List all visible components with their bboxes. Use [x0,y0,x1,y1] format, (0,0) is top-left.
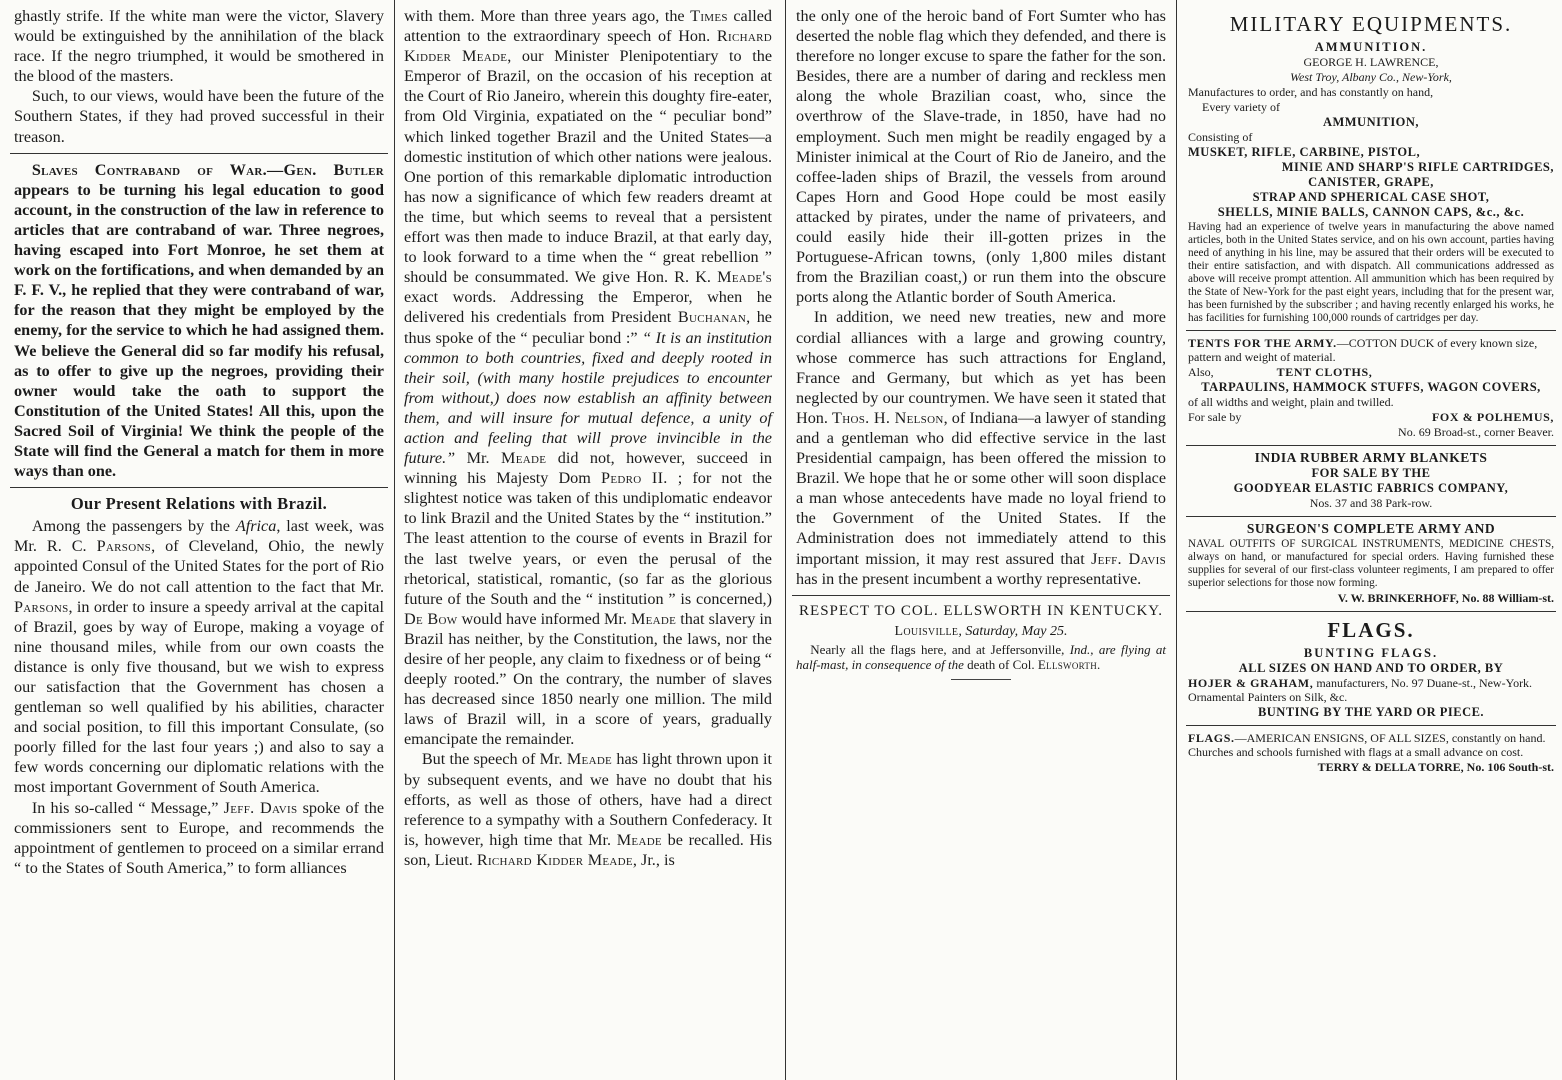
ad-heading: INDIA RUBBER ARMY BLANKETS [1254,450,1488,465]
advertiser-address: Nos. 37 and 38 Park-row. [1309,496,1433,510]
ad-military-equipments [1186,6,1556,331]
text: with them. More than three years ago, the [404,7,691,25]
text: , in order to insure a speedy arrival at the capital of Brazil, goes by way of Europe, making a voyage of nine thousand miles, while from our own coasts the distance is only five thousand, but we wish to express our satisfaction that the Government has chosen a gentleman so well qualified by his abilities, character and social position, to fill this important Consulate, (so poorly filled for the last four years ;) and also to say a few words concerning our diplomatic relations with the most important Government of South America. [14,597,384,797]
ad-line: FOR SALE BY THE [1311,466,1431,480]
ad-line: BUNTING BY THE YARD OR PIECE. [1257,705,1485,719]
person-name: Thos. H. Nelson [832,408,944,427]
paragraph [796,642,1166,673]
paragraph: ghastly strife. If the white man were the victor, Slavery would be extinguished by the annihilation of the black race. If the negro triumphed, it would be smothered in the blood of the masters. [14,7,384,86]
ad-line: Consisting of [1188,130,1253,144]
article-heading: Our Present Relations with Brazil. [70,494,328,514]
person-name: De Bow [404,609,458,628]
person-name: Ellsworth [1037,657,1098,673]
text: For sale by [1188,410,1242,424]
column-rule [394,0,395,1080]
ad-line [1188,365,1554,379]
newspaper-name: Times [690,7,728,25]
person-name: Parsons [14,597,69,616]
ad-flags [1186,612,1556,726]
person-name: Buchanan [677,308,747,327]
person-name: Pedro II. [601,469,668,488]
ad-subtitle: AMMUNITION. [1314,40,1428,54]
ad-line [1188,410,1554,424]
ad-heading: SURGEON'S COMPLETE ARMY AND [1246,521,1496,536]
end-rule [951,679,1011,680]
text: In his so-called “ Message,” [31,798,224,817]
ad-line: ALL SIZES ON HAND AND TO ORDER, BY [1238,661,1504,675]
ad-subtitle: BUNTING FLAGS. [1303,646,1439,660]
text: spoke of the commissioners sent to Europe, and recommends the appointment of gentlemen to proceed on a similar errand “ to the States of South America,” to form alliances [14,798,385,877]
paragraph [14,798,384,878]
ad-body [1188,676,1554,704]
column-3 [790,0,1172,1080]
text: has light thrown upon it by subsequent events, and we have no doubt that his efforts, as well as those of others, have had a direct reference to a sympathy with a Southern Confederacy. It is, however, high time that Mr. [404,750,772,849]
person-name: Meade [566,750,613,769]
contraband-article [14,160,384,482]
advertiser-name: GOODYEAR ELASTIC FABRICS COMPANY, [1233,481,1509,495]
advertiser-name: FOX & POLHEMUS, [1432,410,1554,424]
text: did not, however, succeed in winning his Majesty Dom [404,449,772,488]
ad-body [1188,336,1554,364]
text: that slavery in Brazil has neither, by the Constitution, the laws, nor the desire of her people, any claim to fixedness or of being “ deeply rooted.” On the contrary, the number of slaves has decreased since 1850 nearly one million. The mild laws of Brazil will, in a score of years, gradually emancipate the remainder. [404,609,772,749]
ad-heading: TENTS FOR THE ARMY. [1188,336,1337,350]
advertiser-name: GEORGE H. LAWRENCE, [1303,55,1439,69]
person-name: Jeff. Davis [1091,549,1166,568]
ad-tents [1186,331,1556,446]
column-2 [398,0,778,1080]
ad-line: TARPAULINS, HAMMOCK STUFFS, WAGON COVERS, [1201,380,1541,394]
text: TENT CLOTHS, [1276,365,1373,379]
ad-title: MILITARY EQUIPMENTS. [1229,12,1513,36]
person-name: Jeff. Davis [223,798,298,817]
ad-rubber-blankets [1186,446,1556,517]
ad-item: SHELLS, MINIE BALLS, CANNON CAPS, &c., &c. [1217,205,1525,219]
ad-title: FLAGS. [1327,618,1415,642]
person-name: Meade [501,449,547,468]
text: —AMERICAN ENSIGNS, OF ALL SIZES, constantly on hand. Churches and schools furnished with flags at a small advance on cost. [1188,731,1546,759]
text: , he thus spoke of the “ peculiar bond :” [404,308,772,347]
text: would have informed Mr. [457,609,631,628]
text: Also, [1188,365,1214,379]
section-rule [10,487,388,488]
text: manufacturers, No. 97 Duane-st., New-York. Ornamental Painters on Silk, &c. [1188,676,1533,704]
ad-body: NAVAL OUTFITS OF SURGICAL INSTRUMENTS, MEDICINE CHESTS, always on hand, or manufactured for special orders. Having furnished these supplies for several of our first-class volunteer regiments, I am prepared to offer superior selections for those now forming. [1188,538,1554,589]
ad-heading: FLAGS. [1188,731,1235,745]
quotation: “ It is an institution common to both countries, fixed and deeply rooted in their soil, (with many hostile prejudices to encounter from without,) does now establish an affinity between them, and will insure for mutual defence, a unity of action and feeling that will prove invincible in the future.” [404,328,772,468]
text: Mr. [455,449,502,468]
text: , our Minister Plenipotentiary to the Emperor of Brazil, on the occasion of his reception at the Court of Rio Janeiro, wherein this doughty fire-eater, from Old Virginia, expatiated on the “ peculiar bond” which linked together Brazil and the United States—a domestic institution of which other nations were jealous. One portion of this remarkable diplomatic introduction has now a significance of which few readers dreamt at the time, but which seems to reveal that a persistent effort was then made to induce Brazil, at that early day, to look forward to a time when the “ great rebellion ” should be consummated. We give Hon. R. K. [404,47,773,287]
date: , Saturday, May 25. [958,623,1068,639]
advertiser-name: HOJER & GRAHAM, [1188,676,1314,690]
paragraph [796,307,1166,588]
text: In addition, we need new treaties, new and more cordial alliances with a large and growing country, whose commerce has such attractions for England, France and Germany, but which as yet has been neglected by our countrymen. We have seen it stated that Hon. [796,308,1166,427]
paragraph [14,516,384,797]
text: , of Indiana—a lawyer of standing and a gentleman who did effective service in the last Presidential campaign, has been offered the mission to Brazil. We hope that he or some other will soon displace a man whose antecedents have made no loyal friend to the Government of the United States. If the Administration does not immediately attend to this important mission, it may rest assured that [796,408,1166,568]
section-rule [10,153,388,154]
text: . [1097,657,1101,673]
paragraph: Such, to our views, would have been the future of the Southern States, if they had proved successful in their treason. [14,87,384,146]
section-rule [792,595,1170,596]
ad-item: STRAP AND SPHERICAL CASE SHOT, [1252,190,1490,204]
text: —COTTON DUCK of every known size, pattern and weight of material. [1188,336,1538,364]
text: exact words. Addressing the Emperor, when he delivered his credentials from President [404,288,772,327]
ad-american-ensigns [1186,726,1556,780]
column-rule [785,0,786,1080]
ad-line: of all widths and weight, plain and twilled. [1188,395,1394,409]
ad-surgeons-outfits [1186,517,1556,612]
text: , last week, was Mr. R. C. [14,517,384,556]
paragraph: the only one of the heroic band of Fort Sumter who has deserted the noble flag which they defended, and there is therefore no longer excuse to spare the father for the son. Besides, there are a number of daring and reckless men along the whole Brazilian coast, who, since the overthrow of the Slave-trade, in 1850, have had no employment. Such men might be readily engaged by a Minister inimical at the Court of Rio de Janeiro, and the coffee-laden ships of Brazil, the vessels from around Capes Horn and Good Hope could be most easily attacked by pirates, under the name of privateers, and could easily hide their ill-gotten prizes in the Portuguese-African towns, (only 1,800 miles distant from the Brazilian coast,) or run them into the obscure ports along the Atlantic border of South America. [796,7,1166,307]
person-name: Meade [616,830,662,849]
person-name: Meade [630,609,677,628]
ad-line: Every variety of [1202,100,1280,114]
text: But the speech of Mr. [421,750,567,769]
ship-name: Africa [235,517,277,536]
place-name: Louisville [894,623,959,639]
ad-body: Having had an experience of twelve years in manufacturing the above named articles, both in the United States service, and on his own account, parties having need of anything in his line, may be assured that their orders will be executed to their entire satisfaction, and with dispatch. All communications addressed as above will receive prompt attention. All ammunition which has been required by the State of New-York for the past eight years, including that for the present war, has been furnished by the subscriber ; and having recently enlarged his works, he has facilities for furnishing 100,000 rounds of cartridges per day. [1188,221,1554,324]
paragraph [404,6,772,749]
person-name: Parsons [96,537,152,556]
column-4-ads [1180,0,1562,1080]
column-1 [8,0,390,1080]
advertiser-address: West Troy, Albany Co., New-York, [1290,70,1452,84]
person-name: Richard Kidder Meade [476,850,633,869]
ad-item: CANISTER, GRAPE, [1308,175,1434,189]
article-lead: Slaves Contraband of War.—Gen. Butler [31,160,384,179]
text: , of Cleveland, Ohio, the newly appointed Consul of the United States for the port of Rio de Janeiro. We do not call attention to the fact that Mr. [14,537,385,596]
ad-body [1188,731,1554,759]
advertiser-address: No. 69 Broad-st., corner Beaver. [1398,425,1554,439]
text: called attention to the extraordinary speech of Hon. [404,7,772,46]
text: , Jr., is [632,850,675,869]
article-text: appears to be turning his legal education to good account, in the construction of the law in reference to articles that are contraband of war. Three negroes, having escaped into Fort Monroe, he set them at work on the fortifications, and when demanded by an F. F. V., he replied that they were contraband of war, for the reason that they might be employed by the enemy, for the service to which he had assigned them. We believe the General did so far modify his refusal, as to offer to give up the negroes, providing their owner would take the oath to support the Constitution of the United States! All this, upon the Sacred Soil of Virginia! We think the people of the State will find the General a match for them in more ways than one. [14,180,384,481]
ad-item: MINIE AND SHARP'S RIFLE CARTRIDGES, [1281,160,1554,174]
paragraph [404,749,772,870]
column-rule [1176,0,1177,1080]
ad-item: MUSKET, RIFLE, CARBINE, PISTOL, [1188,145,1421,159]
text: has in the present incumbent a worthy representative. [796,569,1142,588]
text: Ind., are flying at half-mast, in consequence of the [796,641,1166,673]
article-heading: RESPECT TO COL. ELLSWORTH IN KENTUCKY. [799,602,1163,619]
text: death of Col. [963,657,1038,673]
person-name: Meade's [717,268,772,287]
text: Among the passengers by the [31,517,236,536]
ad-line: Manufactures to order, and has constantly on hand, [1188,85,1434,99]
advertiser-name: V. W. BRINKERHOFF, No. 88 William-st. [1337,591,1554,605]
text: ; for not the slightest notice was taken of this undiplomatic endeavor to link Brazil and the United States by the “ institution.” The least attention to the course of events in Brazil for the last twelve years, or even the perusal of the rhetorical, statistical, romantic, (so far as the glorious future of the South and the “ institution ” is concerned,) [404,469,772,608]
ad-line: AMMUNITION, [1322,115,1420,129]
dateline [796,622,1166,642]
advertiser-name: TERRY & DELLA TORRE, No. 106 South-st. [1317,760,1554,774]
text: Nearly all the flags here, and at Jeffersonville, [810,641,1070,657]
person-name: Richard Kidder Meade [404,27,772,66]
text: be recalled. His son, Lieut. [404,830,772,869]
